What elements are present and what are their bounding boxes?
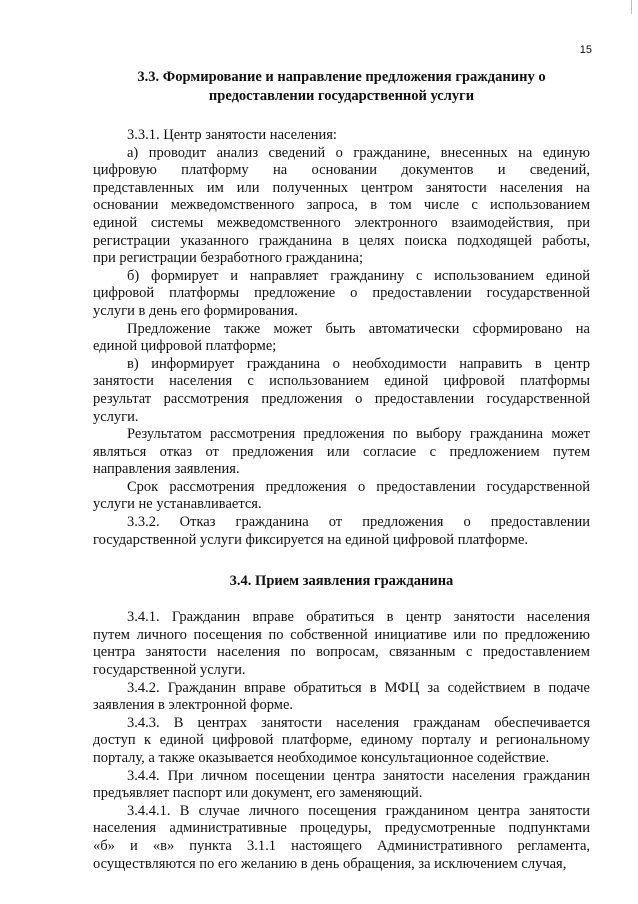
text-line: регистрации указанного гражданина в целях поиска подходящей работы,	[93, 232, 590, 249]
paragraph	[93, 268, 590, 321]
text-line: а) проводит анализ сведений о гражданине, внесенных на единую	[127, 144, 590, 161]
text-line: осуществляются по его желанию в день обращения, за исключением случая,	[93, 855, 567, 872]
paragraph	[93, 609, 590, 679]
text-line: порталу, а также оказывается необходимое консультационное содействие.	[93, 750, 550, 766]
text-line: заявления в электронной форме.	[93, 697, 294, 714]
document-body	[93, 66, 590, 873]
text-line: путем личного посещения по собственной инициативе или по предложению	[93, 626, 590, 643]
text-line: услуги в день его формирования.	[93, 302, 298, 319]
text-line: 3.4.4. При личном посещении центра занятости населения гражданин	[127, 767, 590, 784]
paragraph	[93, 768, 590, 803]
text-line: единой системы межведомственного электронного взаимодействия, при	[93, 214, 590, 231]
text-line: в) информирует гражданина о необходимости направить в центр	[127, 355, 590, 372]
text-line: 3.4.2. Гражданин вправе обратиться в МФЦ за содействием в подаче	[127, 679, 590, 696]
text-line: б) формирует и направляет гражданину с использованием единой	[127, 267, 590, 284]
text-line: результат рассмотрения предложения о предоставлении государственной	[93, 390, 590, 407]
text-line: направления заявления.	[93, 461, 240, 478]
paragraph	[93, 715, 590, 768]
text-line: Срок рассмотрения предложения о предоставлении государственной	[127, 478, 590, 495]
text-line: доступ к единой цифровой платформе, единому порталу и региональному	[93, 732, 590, 749]
paragraph	[93, 356, 590, 426]
text-line: Предложение также может быть автоматически сформировано на	[127, 320, 590, 337]
text-line: цифровой платформы предложение о предоставлении государственной	[93, 285, 590, 302]
paragraph	[93, 127, 590, 145]
paragraph	[93, 514, 590, 549]
paragraph	[93, 145, 590, 268]
paragraph	[93, 680, 590, 715]
text-line: цифровую платформу на основании документов и сведений,	[93, 162, 590, 179]
paragraph	[93, 479, 590, 514]
title-line: 3.3. Формирование и направление предложения гражданину о	[137, 69, 546, 85]
paragraph	[93, 803, 590, 873]
section-3-3-body	[93, 127, 590, 549]
text-line: 3.3.2. Отказ гражданина от предложения о предоставлении	[127, 514, 590, 531]
text-line: услуги.	[93, 408, 139, 425]
scan-mark	[631, 0, 632, 14]
text-line: государственной услуги фиксируется на единой цифровой платформе.	[93, 531, 528, 548]
text-line: 3.4.3. В центрах занятости населения гражданам обеспечивается	[127, 714, 590, 731]
text-line: представленных им или полученных центром занятости населения на	[93, 179, 590, 196]
text-line: 3.4.4.1. В случае личного посещения гражданином центра занятости	[127, 802, 590, 819]
paragraph	[93, 321, 590, 356]
text-line: населения административные процедуры, предусмотренные подпунктами	[93, 820, 590, 837]
text-line: основании межведомственного запроса, в том числе с использованием	[93, 197, 590, 214]
section-3-4-title: 3.4. Прием заявления гражданина	[229, 573, 454, 590]
page-number: 15	[579, 44, 592, 56]
text-line: Результатом рассмотрения предложения по выбору гражданина может	[127, 426, 590, 443]
text-line: предъявляет паспорт или документ, его заменяющий.	[93, 785, 423, 802]
text-line: 3.4.1. Гражданин вправе обратиться в центр занятости населения	[127, 609, 590, 626]
text-line: центра занятости населения по вопросам, связанным с предоставлением	[93, 644, 590, 661]
text-line: являться отказ от предложения или согласие с предложением путем	[93, 443, 590, 460]
text-line: 3.3.1. Центр занятости населения:	[127, 127, 337, 143]
text-line: услуги не устанавливается.	[93, 496, 262, 513]
text-line: «б» и «в» пункта 3.1.1 настоящего Административного регламента,	[93, 837, 590, 854]
paragraph	[93, 426, 590, 479]
title-line: предоставлении государственной услуги	[208, 88, 475, 104]
text-line: государственной услуги.	[93, 662, 246, 679]
text-line: при регистрации безработного гражданина;	[93, 250, 363, 267]
text-line: единой цифровой платформе;	[93, 338, 277, 355]
section-3-3-title	[93, 68, 590, 106]
section-3-4-body	[93, 609, 590, 873]
text-line: занятости населения с использованием единой цифровой платформы	[93, 373, 590, 390]
